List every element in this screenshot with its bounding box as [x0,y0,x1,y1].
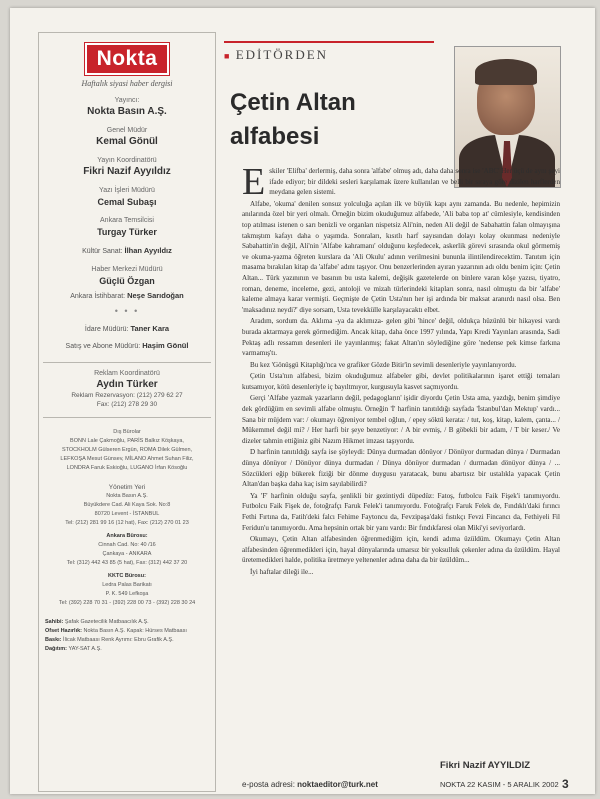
masthead-entry-value: Nokta Basın A.Ş. [87,106,167,117]
page-number: 3 [562,777,569,791]
paragraph-2: Alfabe, 'okuma' denilen sonsuz yolculuğa açılan ilk ve büyük kapı aynı zamanda. Bu nedenle, hepimizin anılarında özel bir yeri olmalı. Örneğin bizim okuduğumuz alfabede, 'Ali baba top at' cümlesiyle, kendisinden top atılması istenen o sarı benizli ve organları nispetsiz Ali'nin, neden Ali değil de Sabahattin falan olmayışına takmıştım kafayı daha o yaşımda. Sonraları, kısıtlı harf sayısından dolayı kolay okunması nedeniyle Sabahattin'in değil, Ali'nin 'Alfabe kahramanı' olduğunu keşfedecek, askerlik görevi sırasında okul görmemiş ve okuma-yazma öğreten kurslara da 'Ali Okulu' adının verilmesini bununla ilintilendirecektim. Tanıtım için masama bırakılan kitap da 'alfabe' adını taşıyor. Onu benzerlerinden ayıran yazarının adı oldu benim için: Çetin Altan... Türk yazınının ve basının bu usta kalemi, değişik gazetelerde on binlere varan köşe yazısı, tiyatro, roman, deneme, inceleme, gezi, antoloji ve mizah türlerindeki kitapları sonra, nasıl olmuştu da bir 'alfabe' kaleme almaya karar vermişti. Geçmişte de Çetin Usta'nın her işi ardında bir maksat aranırdı nasıl olsa. Ben 'maksadınız neydi?' diye sorsam, Usta tevekkülle karşılayacaktı elbet. [242,199,560,314]
masthead-column [38,32,216,792]
yonetim-label: Yönetim Yeri [108,484,146,491]
bureau-line: LEFKOŞA Mesut Günsev, MİLANO Ahmet Suhan Filiz, [60,456,194,462]
magazine-page [10,8,595,794]
divider-dots: • • • [114,306,140,316]
paragraph-8: Ya 'F' harfinin olduğu sayfa, şenlikli bir gezintiydi düpedüz: Fatoş, futbolcu Faik Fişek'i tanımıyordu. Futbolcu Faik Fişek de, fotoğrafçı Faruk Felek'i tanımıyordu. Fotoğrafçı Faruk Felek de, Fındıklı'daki fırıncı Fethi Fırtına da, Fatih'deki falcı Fehime Faytoncu da, Fevzipaşa'daki fıstıkçı Fevzi Fincancı da, Fethiyeli Fil Feridun'u tanımıyordu. Ama hepsinin ortak bir yanı vardı: Bir fındıkfaresi olan Miki'yi seviyorlardı. [242,491,560,532]
article-body [242,161,560,579]
credits-list [39,618,215,654]
masthead-entry-value: Kemal Gönül [96,136,158,147]
address-line: 80720 Levent - İSTANBUL [94,511,160,517]
paragraph-5: Çetin Usta'nın alfabesi, bizim okuduğumuz alfabeler gibi, devlet politikalarının işaret ettiği temaları kutsamıyor, kötü desenleriyle iç bayıltmıyor, kurgusuyla kasvet saçmıyordu. [242,372,560,391]
reklam-phone: Reklam Rezervasyon: (212) 279 62 27 [71,392,183,399]
ankara-burosu-list [39,541,215,568]
idare-muduru: İdare Müdürü: Taner Kara [84,324,170,333]
headline-line-2: alfabesi [230,123,320,150]
credit-value: YAY-SAT A.Ş. [68,646,102,652]
masthead-entry-label: Yayın Koordinatörü [97,157,157,164]
reklam-label: Reklam Koordinatörü [94,370,160,377]
ankara-line: Tel: (312) 442 43 85 (5 hat), Fax: (312) 442 37 20 [66,560,188,566]
credit-line [45,645,215,654]
satis-muduru: Satış ve Abone Müdürü: Haşim Gönül [65,341,189,350]
ankara-istihbarat: Ankara İstihbarat: Neşe Sarıdoğan [70,291,184,300]
drop-cap: E [242,161,266,203]
email-link[interactable]: noktaeditor@turk.net [297,780,378,789]
headline [230,86,460,154]
nokta-logo: Nokta [85,43,170,75]
kktc-line: P. K. 549 Lefkoşa [105,591,149,597]
kktc-label: KKTC Bürosu: [108,573,146,579]
haber-merkezi-label: Haber Merkezi Müdürü [91,266,163,273]
paragraph-9: Okumayı, Çetin Altan alfabesinden öğrenmediğim için, kendi adıma üzüldüm. Okumayı Çetin Altan alfabesinden öğrenmedikleri için, hayal dünyalarında umarsız bir yoksulluk çekenler adına da üzüldüm. Hayal üretemedikleri halde, politika üretmeye yeltenenler adına daha da bir üzüldüm... [242,535,560,565]
haber-merkezi-value: Güçlü Özgan [99,276,155,286]
credit-label: Ofset Hazırlık: [45,628,82,634]
reklam-value: Aydın Türker [96,379,158,390]
section-label: ■ EDİTÖRDEN [224,41,434,63]
paragraph-3: Aradım, sordum da. Aklıma -ya da aklımıza- gelen gibi 'hince' değil, oldukça hüzünlü bir hikayesi vardı burada aktarmaya gerek görmediğim. Ancak kitap, daha önce 1997 yılında, Yapı Kredi Yayınları arasında, Sadi Pektaş adlı ressamın desenleri ile yayınlanmış; fakat Altan'ın söylediğine göre 'nedense pek kimse farkına varmamış'tı. [242,317,560,358]
yonetim-yeri [39,483,215,608]
credit-line [45,627,215,636]
masthead-entry-value: Turgay Türker [97,227,157,237]
ankara-line: Çankaya - ANKARA [102,551,152,557]
address-line: Nokta Basın A.Ş. [106,493,148,499]
paragraph-4: Bu kez 'Gönüşgü Kitaplığı'nca ve grafiker Gözde Bitir'in sevimli desenleriyle yayınlanıyordu. [250,360,517,369]
address-line: Tel: (212) 281 99 16 (12 hat), Fax: (212) 270 01 23 [65,520,189,526]
paragraph-10: İyi haftalar dileği ile... [250,567,314,576]
ankara-burosu-label: Ankara Bürosu: [106,533,148,539]
headline-line-1: Çetin Altan [230,89,356,116]
credit-value: Şafak Gazetecilik Matbaacılık A.Ş. [64,619,149,625]
email-line: e-posta adresi: noktaeditor@turk.net [242,780,378,789]
issue-info: NOKTA 22 KASIM - 5 ARALIK 2002 [440,780,559,789]
masthead-entry-label: Ankara Temsilcisi [100,217,154,224]
paragraph-6: Gerçi 'Alfabe yazmak yazarların değil, pedagogların' işidir diyordu Çetin Usta ama, yazdığı, benim şimdiye dek gördüğüm en sevimli alfabe olmuştu. Örneğin 'İ' harfinin tanıtıldığı sayfada 'İstanbul'dan Mektup' vardı... Sana bir müjdem var: / okumayı öğreniyor tembel oğlun, / epey söktü kerata: / tut, koş, kitap, kalem, çanta... / Mükemmel değil mi? / Her harfi bir şeye benzetiyor: / A bir evmiş, / B göbekli bir adam, / T bir keser./ Ve dizeler tahmin ettiğiniz gibi Nazım Hikmet imzası taşıyordu. [242,394,560,445]
kktc-line: Tel: (392) 228 70 31 - (392) 228 00 73 - (392) 228 30 24 [58,600,196,606]
paragraph-1: Eskiler 'Elifba' derlermiş, daha sonra 'alfabe' olmuş adı, daha daha sonra ise 'ABC' Her üçü de aynı şeyi ifade ediyor; bir dildeki sesleri karşılamak üzere kullanılan ve belli bir sıraya göre dizilen harflerden meydana gelen sistemi. [242,161,560,203]
bureau-line: BONN Lale Çakmoğlu, PARİS Balkız Köşkaya, [70,438,184,444]
credit-value: İlicak Matbaası Renk Ayrımı: Ebru Grafik A.Ş. [63,637,174,643]
kktc-list [39,581,215,608]
masthead-entries [39,96,215,238]
dis-burolar-label: Dış Bürolar [113,429,141,435]
credit-line [45,636,215,645]
kultur-sanat: Kültür Sanat: İlhan Ayyıldız [82,246,172,255]
bureau-list [39,437,215,473]
paragraph-7: D harfinin tanıtıldığı sayfa ise şöyleydi: Dünya durmadan dönüyor / Dönüyor durmadan dünya / Durmadan dünya dönüyor / Dönüyor dünya durmadan / Dünya dönüyor durmadan / durmadan dönüyor dünya / ... Sözcükleri eğip bükerek fiziği bir dönme duygusu yaratacak, bunu abartısız bir ustalıkla yapacak Çetin Altan'dan başka daha kaç isim sayılabilirdi? [242,448,560,489]
reklam-fax: Fax: (212) 278 29 30 [96,401,158,408]
credit-label: Baskı: [45,637,62,643]
address-line: Büyükdere Cad. Ali Kaya Sok. No:8 [83,502,171,508]
author-signature: Fikri Nazif AYYILDIZ [440,760,531,771]
bureau-line: STOCKHOLM Gülseren Ergün, ROMA Dilek Gülmen, [61,447,193,453]
kktc-line: Ledra Palas Barikatı [102,582,152,588]
masthead-entry-value: Cemal Subaşı [97,197,157,207]
address-list [39,492,215,528]
masthead-entry-label: Yayıncı: [114,97,140,104]
credit-label: Dağıtım: [45,646,67,652]
ankara-line: Cinnah Cad. No: 40 /16 [98,542,156,548]
credit-label: Sahibi: [45,619,64,625]
masthead-tagline: Haftalık siyasi haber dergisi [81,79,173,88]
reklam-box [43,362,211,418]
credit-value: Nokta Basın A.Ş. Kapak: Hürses Matbaası [83,628,187,634]
credit-line [45,618,215,627]
masthead-entry-value: Fikri Nazif Ayyıldız [83,166,171,177]
masthead-entry-label: Yazı İşleri Müdürü [99,187,155,194]
masthead-entry-label: Genel Müdür [106,127,148,134]
dis-burolar [39,428,215,473]
bureau-line: LONDRA Faruk Eskioğlu, LUGANO İrfan Kösoğlu [66,465,188,471]
